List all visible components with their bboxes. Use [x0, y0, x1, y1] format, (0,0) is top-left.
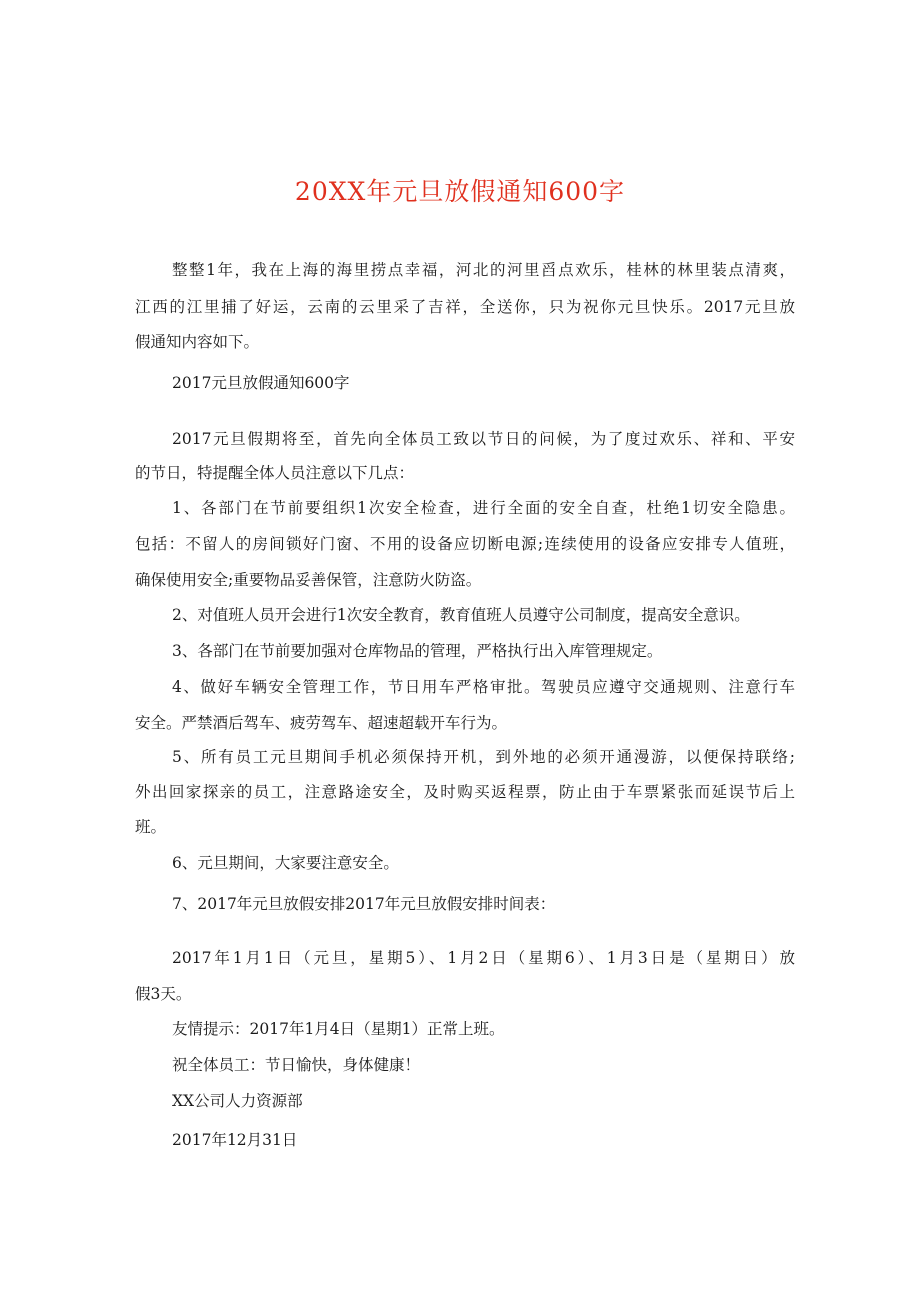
- schedule-line-1: 2017年1月1日（元旦，星期5）、1月2日（星期6）、1月3日是（星期日）放: [172, 949, 795, 967]
- item-2: 2、对值班人员开会进行1次安全教育，教育值班人员遵守公司制度，提高安全意识。: [172, 606, 750, 624]
- item-5-line-1: 5、所有员工元旦期间手机必须保持开机，到外地的必须开通漫游，以便保持联络;: [172, 748, 795, 766]
- intro-line-2: 江西的江里捕了好运，云南的云里采了吉祥，全送你，只为祝你元旦快乐。2017元旦放: [135, 298, 795, 316]
- wishes: 祝全体员工：节日愉快，身体健康！: [172, 1056, 421, 1074]
- item-1-line-3: 确保使用安全;重要物品妥善保管，注意防火防盗。: [135, 571, 482, 589]
- page-title: 20XX年元旦放假通知600字: [294, 177, 626, 206]
- item-6: 6、元旦期间，大家要注意安全。: [172, 854, 399, 872]
- item-4-line-2: 安全。严禁酒后驾车、疲劳驾车、超速超载开车行为。: [135, 714, 508, 732]
- subtitle: 2017元旦放假通知600字: [172, 374, 350, 392]
- opening-line-1: 2017元旦假期将至，首先向全体员工致以节日的问候，为了度过欢乐、祥和、平安: [172, 430, 795, 448]
- schedule-line-2: 假3天。: [135, 985, 192, 1003]
- item-7: 7、2017年元旦放假安排2017年元旦放假安排时间表：: [172, 895, 556, 913]
- opening-line-2: 的节日，特提醒全体人员注意以下几点：: [135, 464, 415, 482]
- reminder: 友情提示：2017年1月4日（星期1）正常上班。: [172, 1020, 505, 1038]
- item-4-line-1: 4、做好车辆安全管理工作，节日用车严格审批。驾驶员应遵守交通规则、注意行车: [172, 678, 795, 696]
- signature: XX公司人力资源部: [172, 1092, 303, 1110]
- item-5-line-3: 班。: [135, 818, 167, 836]
- date: 2017年12月31日: [172, 1131, 298, 1149]
- item-1-line-1: 1、各部门在节前要组织1次安全检查，进行全面的安全自查，杜绝1切安全隐患。: [172, 499, 795, 517]
- item-5-line-2: 外出回家探亲的员工，注意路途安全，及时购买返程票，防止由于车票紧张而延误节后上: [135, 783, 795, 801]
- item-1-line-2: 包括：不留人的房间锁好门窗、不用的设备应切断电源;连续使用的设备应安排专人值班，: [135, 535, 795, 553]
- item-3: 3、各部门在节前要加强对仓库物品的管理，严格执行出入库管理规定。: [172, 642, 663, 660]
- intro-line-1: 整整1年，我在上海的海里捞点幸福，河北的河里舀点欢乐，桂林的林里装点清爽，: [172, 261, 795, 279]
- intro-line-3: 假通知内容如下。: [135, 333, 260, 351]
